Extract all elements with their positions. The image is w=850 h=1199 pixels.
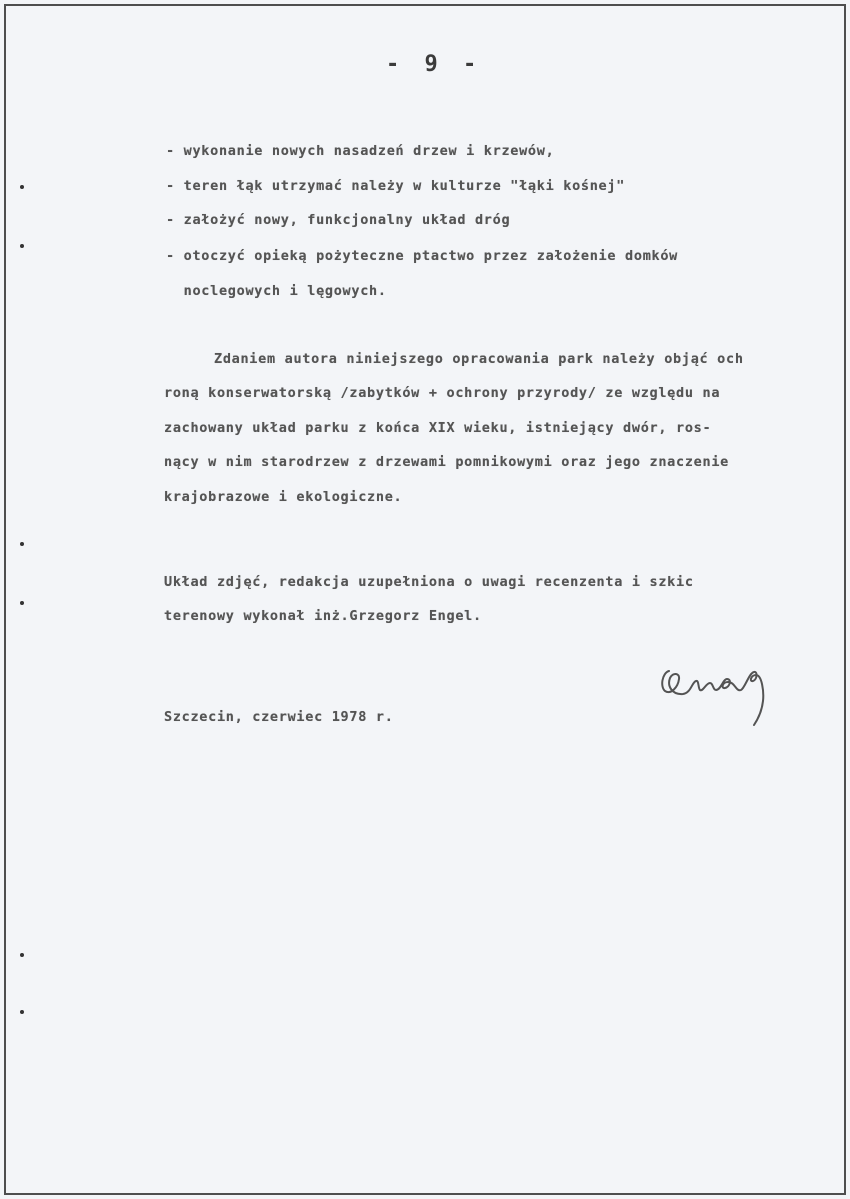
main-paragraph-line-5: krajobrazowe i ekologiczne. [164, 489, 403, 505]
bullet-line-1: - wykonanie nowych nasadzeń drzew i krzewów, [166, 143, 555, 159]
margin-dot [20, 1010, 24, 1014]
main-paragraph-line-2: roną konserwatorską /zabytków + ochrony przyrody/ ze względu na [164, 385, 721, 401]
main-paragraph-line-4: nący w nim starodrzew z drzewami pomnikowymi oraz jego znaczenie [164, 454, 729, 470]
bullet-line-2: - teren łąk utrzymać należy w kulturze "łąki kośnej" [166, 178, 626, 194]
main-paragraph-line-3: zachowany układ parku z końca XIX wieku, istniejący dwór, ros- [164, 420, 712, 436]
margin-dot [20, 244, 24, 248]
margin-dot [20, 601, 24, 605]
bullet-line-5: noclegowych i lęgowych. [166, 283, 387, 299]
place-and-date: Szczecin, czerwiec 1978 r. [164, 709, 394, 725]
credit-paragraph-line-1: Układ zdjęć, redakcja uzupełniona o uwagi recenzenta i szkic [164, 574, 694, 590]
margin-dot [20, 953, 24, 957]
handwritten-signature [655, 648, 785, 728]
credit-paragraph-line-2: terenowy wykonał inż.Grzegorz Engel. [164, 608, 482, 624]
margin-dot [20, 185, 24, 189]
page-number: - 9 - [386, 52, 483, 77]
main-paragraph-line-1: Zdaniem autora niniejszego opracowania park należy objąć och [214, 351, 744, 367]
margin-dot [20, 542, 24, 546]
bullet-line-4: - otoczyć opieką pożyteczne ptactwo przez założenie domków [166, 248, 679, 264]
bullet-line-3: - założyć nowy, funkcjonalny układ dróg [166, 212, 511, 228]
